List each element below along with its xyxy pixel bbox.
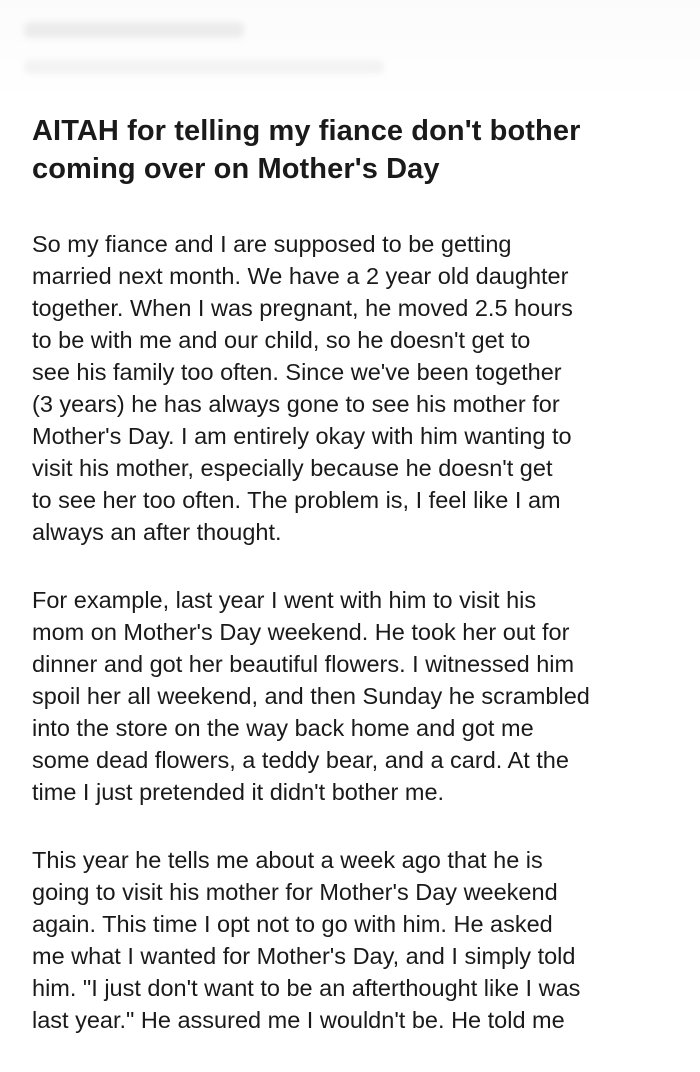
blurred-header-line (24, 22, 244, 38)
post-content (32, 112, 682, 1072)
post-paragraph-3: This year he tells me about a week ago that he is going to visit his mother for Mother's Day weekend again. This time I opt not to go with him. He asked me what I wanted for Mother's Day, and I simply told him. "I just don't want to be an afterthought like I was last year." He assured me I wouldn't be. He told me (32, 847, 581, 1033)
post-title: AITAH for telling my fiance don't bother coming over on Mother's Day (32, 115, 581, 185)
post-paragraph-1: So my fiance and I are supposed to be getting married next month. We have a 2 year old daughter together. When I was pregnant, he moved 2.5 hours to be with me and our child, so he doesn't get to see his family too often. Since we've been together (3 years) he has always gone to see his mother for Mother's Day. I am entirely okay with him wanting to visit his mother, especially because he doesn't get to see her too often. The problem is, I feel like I am always an after thought. (32, 231, 573, 545)
blurred-header (0, 0, 700, 100)
post-paragraph-2: For example, last year I went with him to visit his mom on Mother's Day weekend. He took her out for dinner and got her beautiful flowers. I witnessed him spoil her all weekend, and then Sunday he scrambled into the store on the way back home and got me some dead flowers, a teddy bear, and a card. At the time I just pretended it didn't bother me. (32, 587, 590, 805)
blurred-header-line (24, 60, 384, 74)
